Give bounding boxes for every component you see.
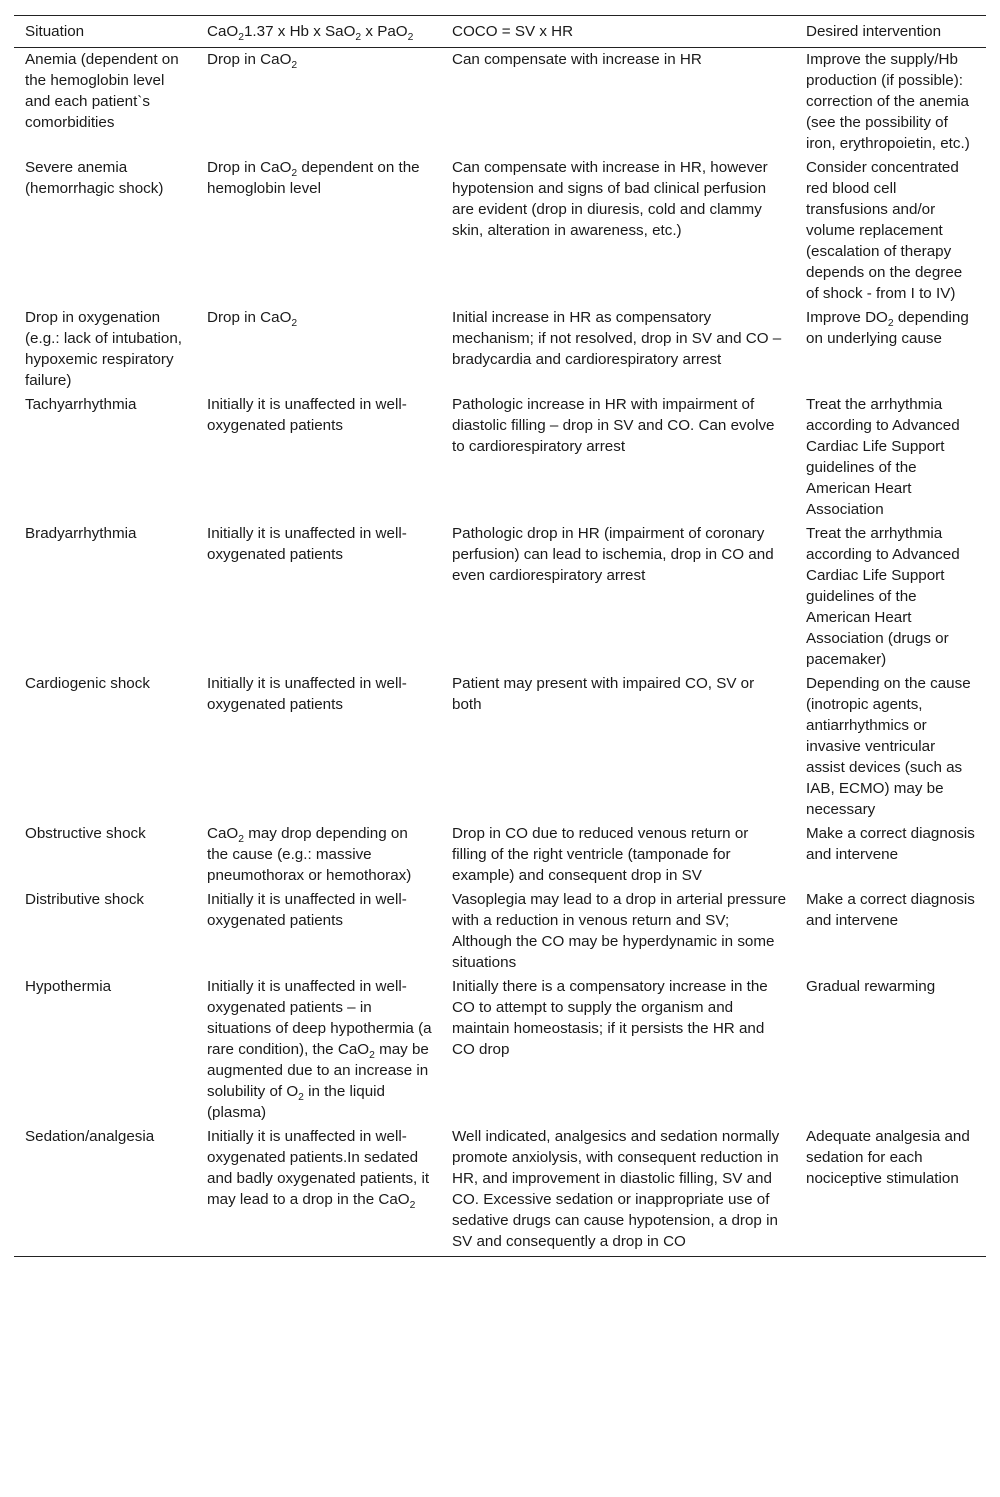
cell-cao2: CaO$_2$ may drop depending on the cause (e.g.: massive pneumothorax or hemothorax) [207, 825, 412, 884]
cell-coco: Patient may present with impaired CO, SV or both [452, 675, 755, 713]
cell-intervention: Make a correct diagnosis and intervene [806, 891, 975, 929]
cell-intervention: Make a correct diagnosis and intervene [806, 825, 975, 863]
cell-intervention: Gradual rewarming [806, 978, 936, 995]
cell-cao2: Initially it is unaffected in well-oxygenated patients [207, 891, 407, 929]
cell-cao2: Initially it is unaffected in well-oxygenated patients – in situations of deep hypothermia (a rare condition), the CaO$_2$ may be augmented due to an increase in solubility of $O_2$ in the liquid (plasma) [207, 978, 432, 1121]
table-row [14, 672, 986, 822]
clinical-situations-table [14, 15, 986, 1257]
cell-situation: Tachyarrhythmia [25, 396, 137, 413]
header-situation: Situation [14, 16, 196, 48]
cell-situation: Drop in oxygenation (e.g.: lack of intubation, hypoxemic respiratory failure) [25, 309, 183, 389]
cell-coco: Pathologic drop in HR (impairment of coronary perfusion) can lead to ischemia, drop in CO and even cardiorespiratory arrest [452, 525, 774, 584]
table-row [14, 522, 986, 672]
cell-cao2: Drop in CaO$_2$ dependent on the hemoglobin level [207, 159, 420, 197]
cell-intervention: Depending on the cause (inotropic agents, antiarrhythmics or invasive ventricular assist devices (such as IAB, ECMO) may be necessary [806, 675, 971, 818]
table-row [14, 393, 986, 522]
table-row [14, 975, 986, 1125]
header-row [14, 16, 986, 48]
cell-coco: Pathologic increase in HR with impairment of diastolic filling – drop in SV and CO. Can evolve to cardiorespiratory arrest [452, 396, 775, 455]
cell-cao2: Drop in CaO$_2$ [207, 51, 298, 71]
cell-cao2: Initially it is unaffected in well-oxygenated patients [207, 396, 407, 434]
cell-situation: Hypothermia [25, 978, 112, 995]
cell-intervention: Adequate analgesia and sedation for each nociceptive stimulation [795, 1125, 986, 1257]
cell-coco: Can compensate with increase in HR [452, 51, 702, 68]
cell-situation: Bradyarrhythmia [25, 525, 137, 542]
cell-coco: Well indicated, analgesics and sedation normally promote anxiolysis, with consequent reduction in HR, and improvement in diastolic filling, SV and CO. Excessive sedation or inappropriate use of sedative drugs can cause hypotension, a drop in SV and consequently a drop in CO [441, 1125, 795, 1257]
cell-cao2: Initially it is unaffected in well-oxygenated patients [207, 525, 407, 563]
cell-situation: Sedation/analgesia [14, 1125, 196, 1257]
cell-intervention: Treat the arrhythmia according to Advanced Cardiac Life Support guidelines of the American Heart Association [806, 396, 960, 518]
cell-situation: Distributive shock [25, 891, 145, 908]
table-row [14, 48, 986, 157]
table-row [14, 822, 986, 888]
header-cao2: CaO$_2$1.37 x Hb x SaO$_2$ x PaO$_2$ [196, 16, 441, 48]
cell-intervention: Improve $DO_2$ depending on underlying cause [806, 309, 969, 347]
cell-cao2: Initially it is unaffected in well-oxygenated patients.In sedated and badly oxygenated patients, it may lead to a drop in the CaO$_2$ [196, 1125, 441, 1257]
cell-situation: Cardiogenic shock [25, 675, 150, 692]
cell-situation: Severe anemia (hemorrhagic shock) [25, 159, 164, 197]
cell-coco: Vasoplegia may lead to a drop in arterial pressure with a reduction in venous return and SV; Although the CO may be hyperdynamic in some situations [452, 891, 787, 971]
table-row [14, 306, 986, 393]
table-row [14, 156, 986, 306]
table-row [14, 888, 986, 975]
cell-cao2: Initially it is unaffected in well-oxygenated patients [207, 675, 407, 713]
cell-situation: Anemia (dependent on the hemoglobin level and each patient`s comorbidities [25, 51, 179, 131]
cell-coco: Initially there is a compensatory increase in the CO to attempt to supply the organism and maintain homeostasis; if it persists the HR and CO drop [452, 978, 768, 1058]
header-coco: COCO = SV x HR [441, 16, 795, 48]
cell-coco: Can compensate with increase in HR, however hypotension and signs of bad clinical perfusion are evident (drop in diuresis, cold and clammy skin, alteration in awareness, etc.) [452, 159, 768, 239]
cell-coco: Initial increase in HR as compensatory mechanism; if not resolved, drop in SV and CO – bradycardia and cardiorespiratory arrest [452, 309, 782, 368]
cell-coco: Drop in CO due to reduced venous return or filling of the right ventricle (tamponade for example) and consequent drop in SV [452, 825, 749, 884]
cell-intervention: Improve the supply/Hb production (if possible): correction of the anemia (see the possibility of iron, erythropoietin, etc.) [806, 51, 970, 152]
cell-situation: Obstructive shock [25, 825, 146, 842]
header-intervention: Desired intervention [795, 16, 986, 48]
cell-intervention: Consider concentrated red blood cell transfusions and/or volume replacement (escalation of therapy depends on the degree of shock - from I to IV) [806, 159, 963, 302]
cell-intervention: Treat the arrhythmia according to Advanced Cardiac Life Support guidelines of the American Heart Association (drugs or pacemaker) [806, 525, 960, 668]
table-row [14, 1125, 986, 1257]
cell-cao2: Drop in CaO$_2$ [207, 309, 298, 329]
